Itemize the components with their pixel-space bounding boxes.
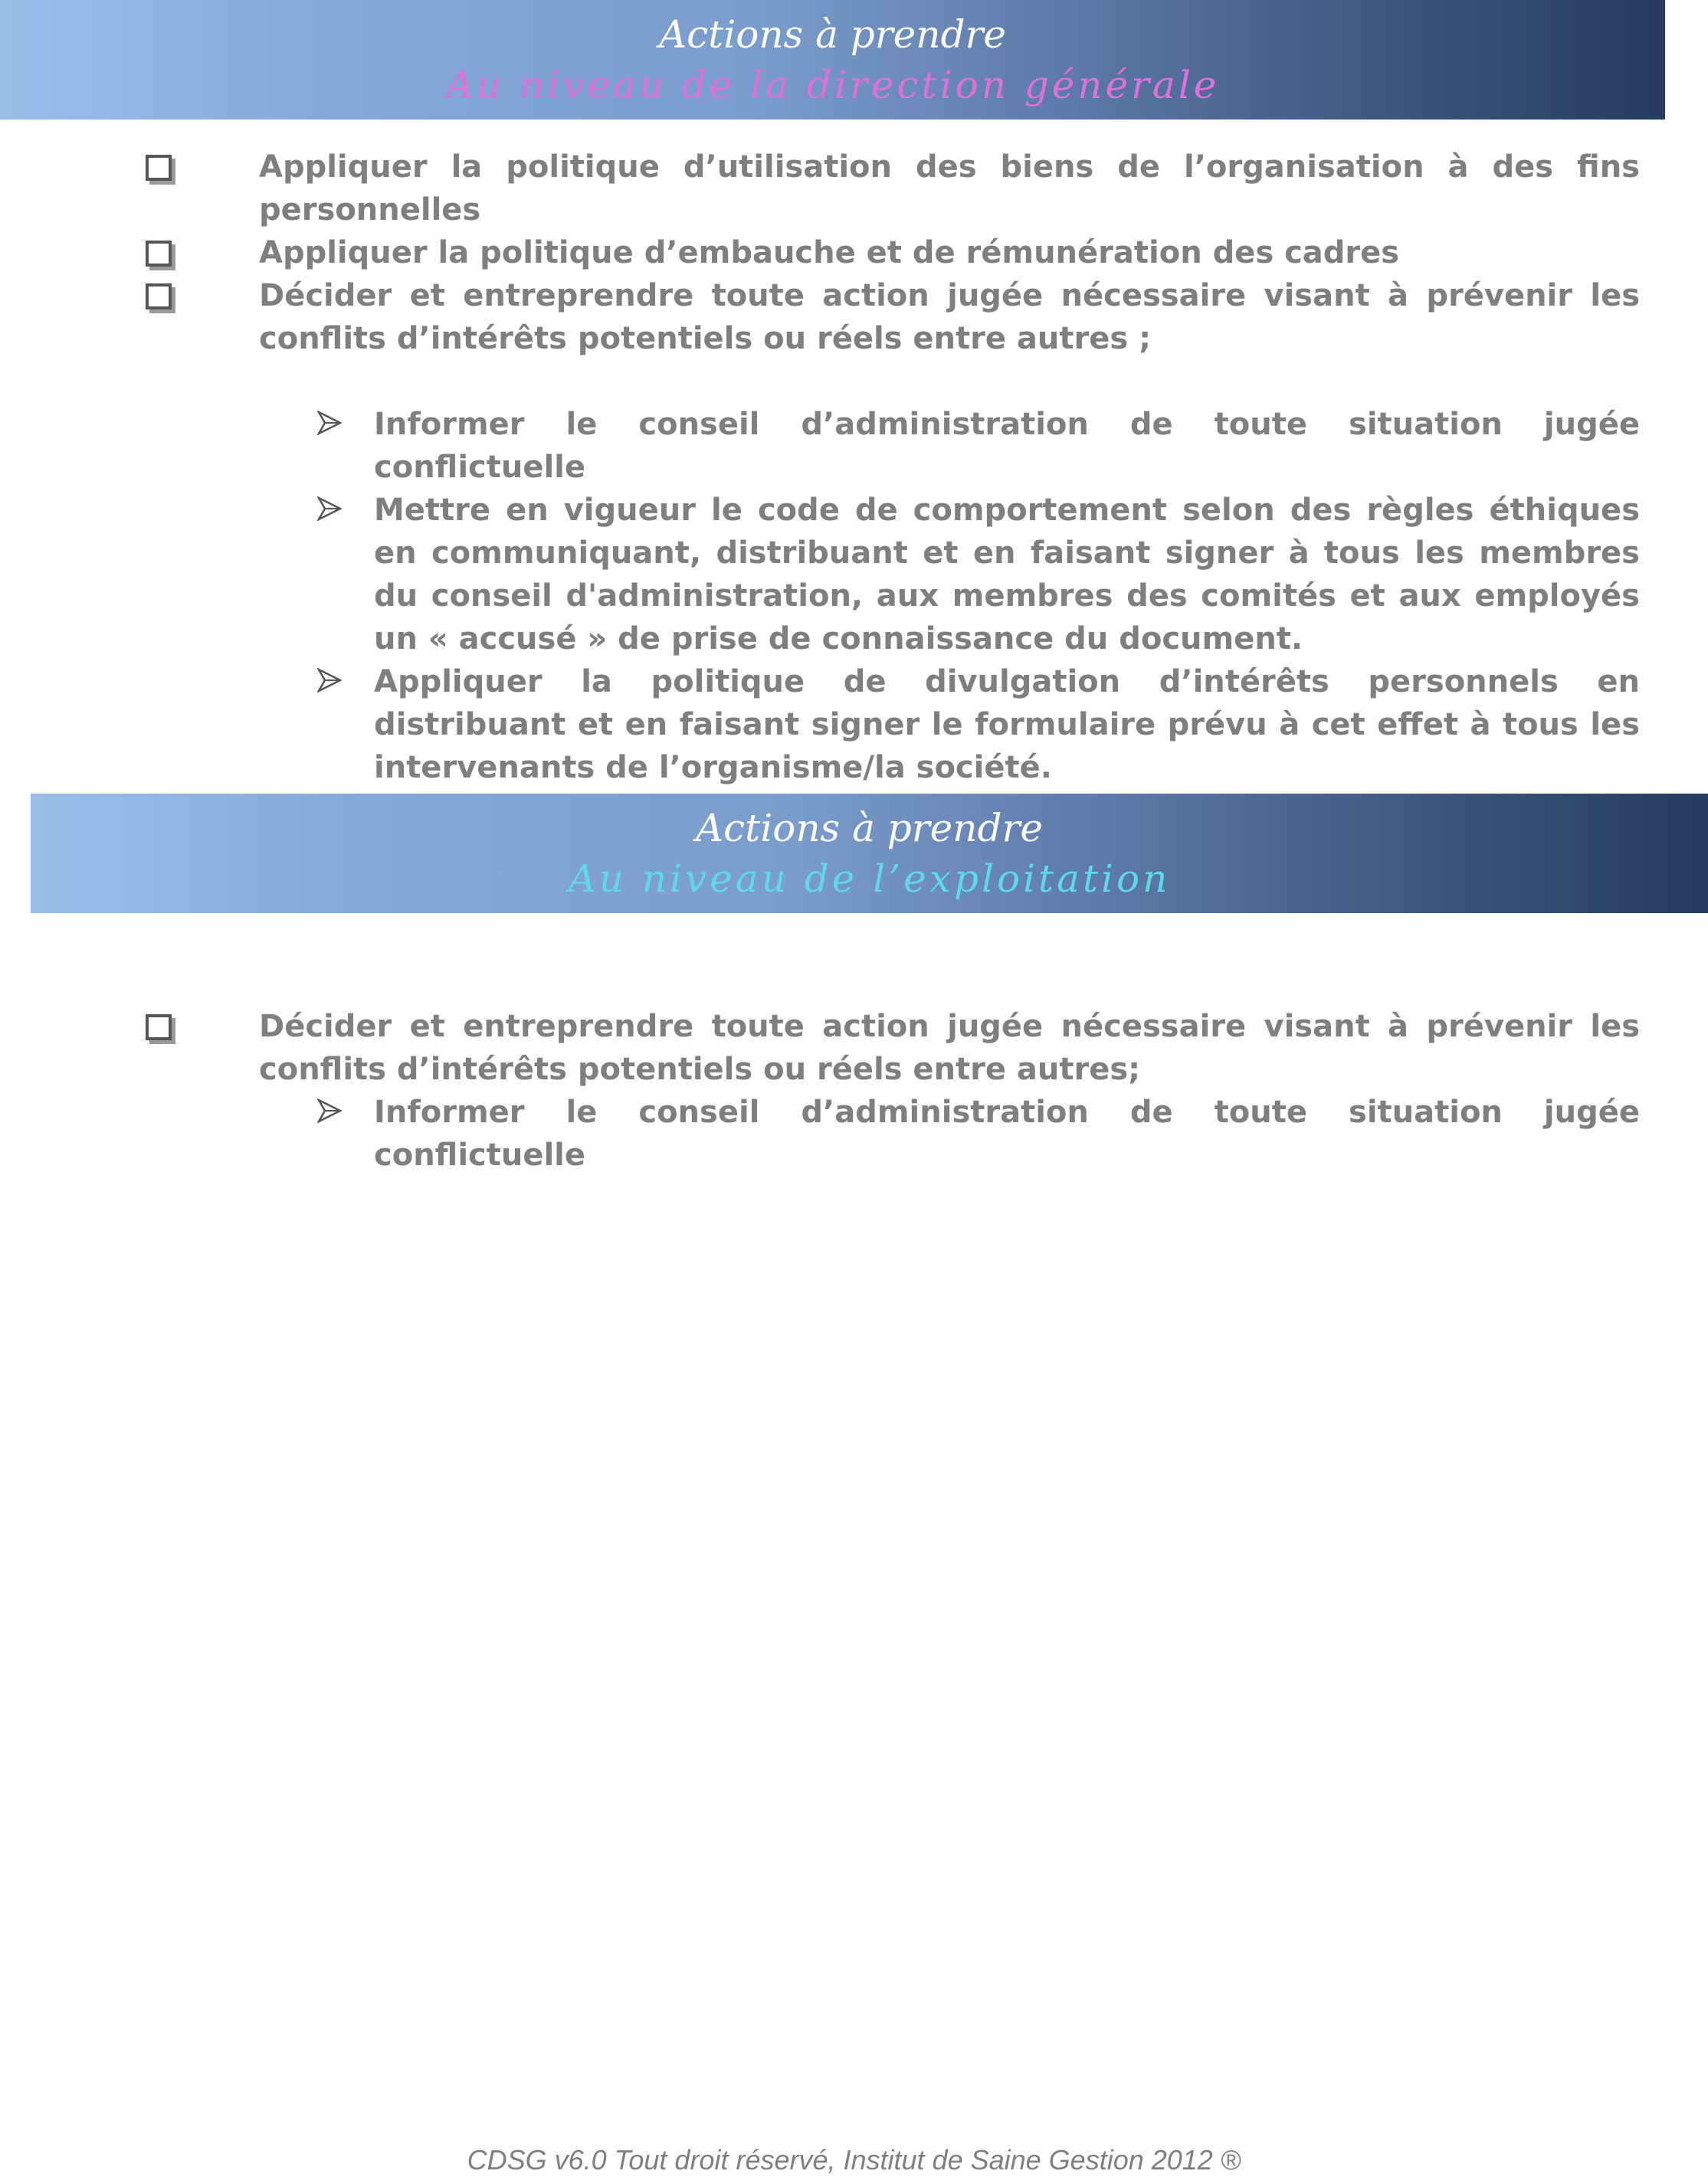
list-item-text: Appliquer la politique d’embauche et de rémunération des cadres (259, 235, 1400, 270)
banner-exploitation (31, 794, 1708, 913)
sub-list-item (374, 403, 1640, 489)
list-item (259, 231, 1640, 274)
section-direction-generale (0, 146, 1708, 789)
banner-title: Actions à prendre (696, 806, 1043, 850)
sub-list-item (374, 1091, 1640, 1177)
sub-list-item-text: Appliquer la politique de divulgation d’intérêts personnels en distribuant et en faisant signer le formulaire prévu à cet effet à tous les intervenants de l’organisme/la société. (374, 664, 1640, 785)
sub-list-item (374, 660, 1640, 789)
list-item-text: Décider et entreprendre toute action jugée nécessaire visant à prévenir les conflits d’intérêts potentiels ou réels entre autres ; (259, 278, 1640, 356)
banner-subtitle: Au niveau de l’exploitation (568, 856, 1171, 901)
checkbox-icon (146, 1014, 172, 1040)
sub-list-item (374, 489, 1640, 660)
checkbox-icon (146, 283, 172, 309)
banner-title: Actions à prendre (659, 12, 1006, 57)
banner-subtitle: Au niveau de la direction générale (445, 63, 1220, 107)
arrow-bullet-icon (317, 1099, 342, 1123)
sub-list-item-text: Mettre en vigueur le code de comportement selon des règles éthiques en communiquant, distribuant et en faisant signer à tous les membres du conseil d'administration, aux membres des comités et aux employés un « accusé » de prise de connaissance du document. (374, 493, 1640, 657)
section-exploitation (0, 1005, 1708, 1177)
list-item-text: Décider et entreprendre toute action jugée nécessaire visant à prévenir les conflits d’intérêts potentiels ou réels entre autres; (259, 1009, 1640, 1087)
arrow-bullet-icon (317, 496, 342, 521)
list-item (259, 146, 1640, 231)
list-item-text: Appliquer la politique d’utilisation des biens de l’organisation à des fins personnelles (259, 149, 1640, 228)
sub-list-item-text: Informer le conseil d’administration de toute situation jugée conflictuelle (374, 1095, 1640, 1173)
arrow-bullet-icon (317, 411, 342, 435)
checkbox-icon (146, 241, 172, 267)
banner-direction-generale (0, 0, 1665, 120)
footer-copyright: CDSG v6.0 Tout droit réservé, Institut de Saine Gestion 2012 ® (467, 2144, 1241, 2176)
checkbox-icon (146, 155, 172, 181)
arrow-bullet-icon (317, 668, 342, 693)
list-item (259, 274, 1640, 360)
sub-list-item-text: Informer le conseil d’administration de toute situation jugée conflictuelle (374, 407, 1640, 485)
list-item (259, 1005, 1640, 1091)
